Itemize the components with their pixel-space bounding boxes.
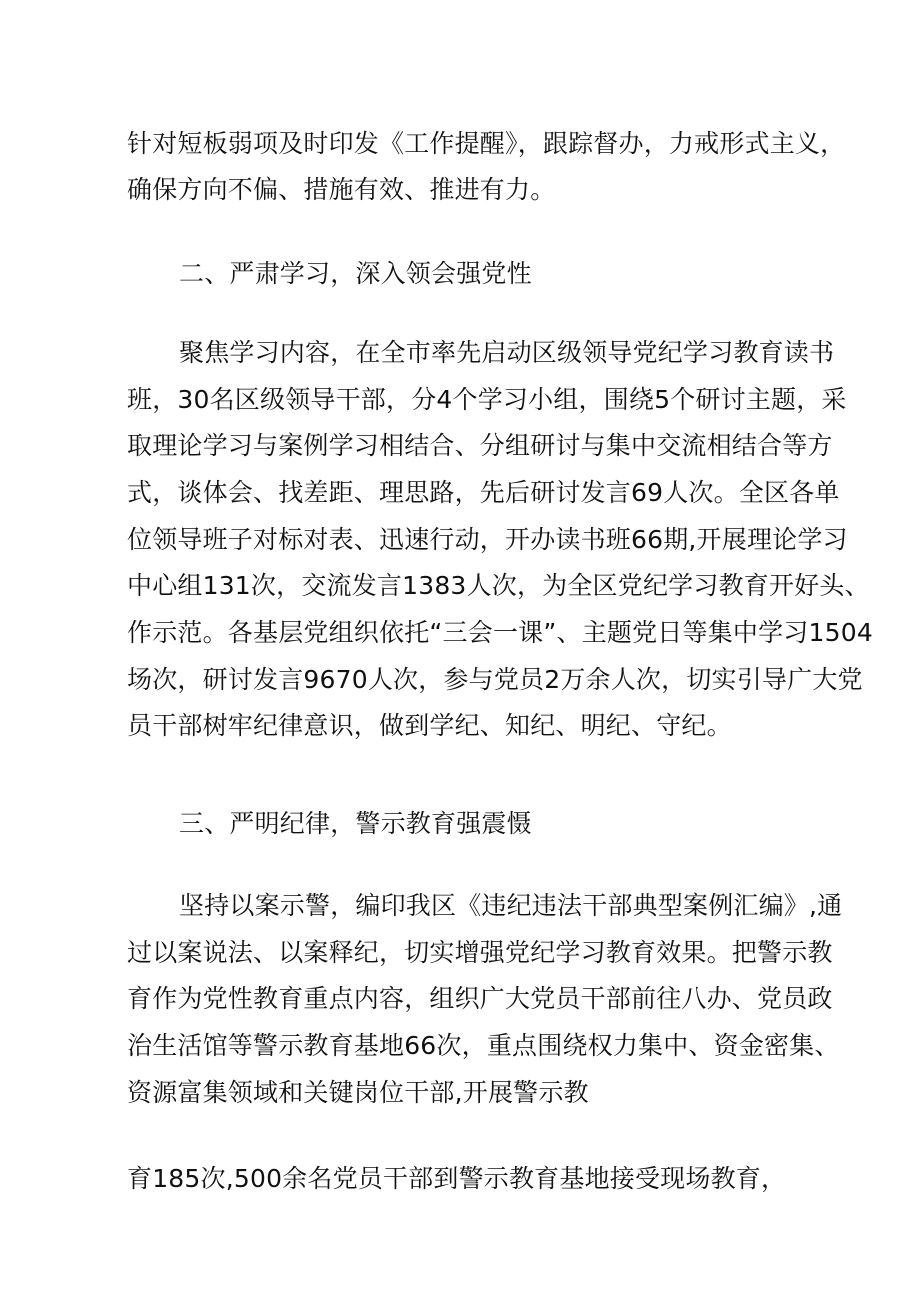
paragraph-line: 式，谈体会、找差距、理思路，先后研讨发言69人次。全区各单 xyxy=(127,478,840,507)
paragraph-line: 中心组131次，交流发言1383人次，为全区党纪学习教育开好头、 xyxy=(127,571,870,600)
paragraph-line: 场次，研讨发言9670人次，参与党员2万余人次，切实引导广大党 xyxy=(127,665,863,694)
paragraph-line: 取理论学习与案例学习相结合、分组研讨与集中交流相结合等方 xyxy=(127,431,833,460)
paragraph-line: 班，30名区级领导干部，分4个学习小组，围绕5个研讨主题，采 xyxy=(127,385,847,414)
paragraph-line: 员干部树牢纪律意识，做到学纪、知纪、明纪、守纪。 xyxy=(127,711,732,740)
paragraph-line: 作示范。各基层党组织依托“三会一课”、主题党日等集中学习1504 xyxy=(127,618,873,647)
paragraph-line: 过以案说法、以案释纪，切实增强党纪学习教育效果。把警示教 xyxy=(127,938,833,967)
paragraph-line: 针对短板弱项及时印发《工作提醒》，跟踪督办，力戒形式主义， xyxy=(127,129,846,158)
paragraph-line: 确保方向不偏、措施有效、推进有力。 xyxy=(127,175,556,204)
paragraph-line: 位领导班子对标对表、迅速行动，开办读书班66期,开展理论学习 xyxy=(127,525,848,554)
paragraph-continuation-line: 育185次,500余名党员干部到警示教育基地接受现场教育， xyxy=(127,1164,787,1193)
paragraph-line: 资源富集领域和关键岗位干部,开展警示教 xyxy=(127,1078,589,1107)
section-heading-two: 二、严肃学习，深入领会强党性 xyxy=(179,259,532,288)
paragraph-line: 治生活馆等警示教育基地66次，重点围绕权力集中、资金密集、 xyxy=(127,1031,840,1060)
section-heading-three: 三、严明纪律，警示教育强震慑 xyxy=(179,809,532,838)
paragraph-line: 育作为党性教育重点内容，组织广大党员干部前往八办、党员政 xyxy=(127,984,833,1013)
paragraph-line: 坚持以案示警，编印我区《违纪违法干部典型案例汇编》,通 xyxy=(179,891,843,920)
paragraph-line: 聚焦学习内容，在全市率先启动区级领导党纪学习教育读书 xyxy=(179,338,835,367)
